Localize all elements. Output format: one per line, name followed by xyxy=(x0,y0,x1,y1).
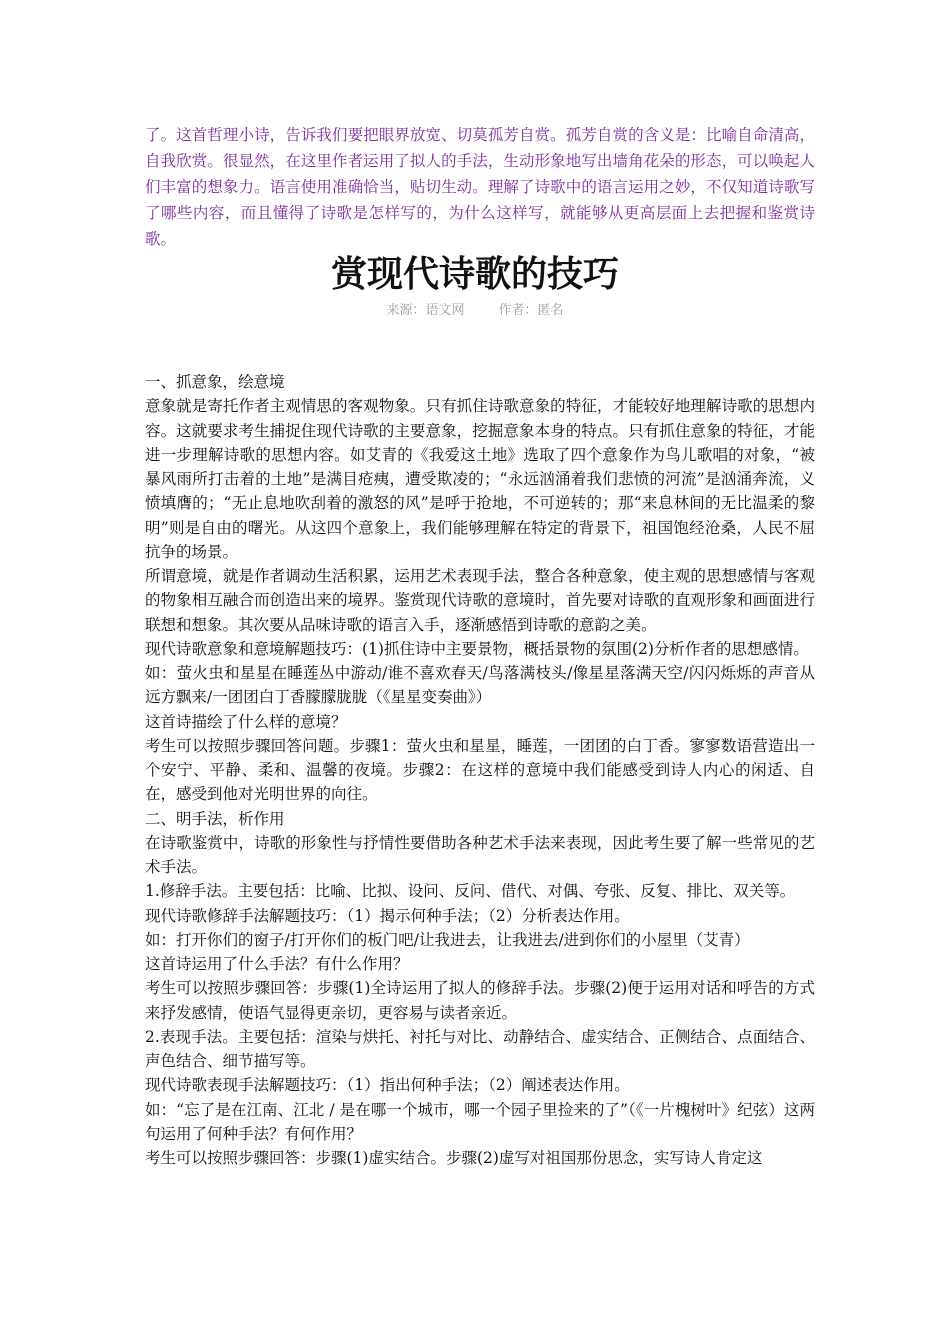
author-label: 作者：匿名 xyxy=(498,303,564,318)
body-paragraph: 1.修辞手法。主要包括：比喻、比拟、设问、反问、借代、对偶、夸张、反复、排比、双关等。 xyxy=(145,882,796,901)
body-paragraph: 如：打开你们的窗子/打开你们的板门吧/让我进去，让我进去/进到你们的小屋里（艾青） xyxy=(145,930,750,949)
body-paragraph: 现代诗歌意象和意境解题技巧：(1)抓住诗中主要景物，概括景物的氛围(2)分析作者的思想感情。 xyxy=(145,639,809,658)
source-author-line xyxy=(0,302,950,320)
article-body xyxy=(145,370,815,1170)
body-paragraph: 意象就是寄托作者主观情思的客观物象。只有抓住诗歌意象的特征，才能较好地理解诗歌的思想内容。这就要求考生捕捉住现代诗歌的主要意象，挖掘意象本身的特点。只有抓住意象的特征，才能进一步理解诗歌的思想内容。如艾青的《我爱这土地》选取了四个意象作为鸟儿歌唱的对象，“被暴风雨所打击着的土地”是满目疮痍，遭受欺凌的；“永远汹涌着我们悲愤的河流”是汹涌奔流，义愤填膺的；“无止息地吹刮着的激怒的风”是呼于抢地，不可逆转的；那“来息林间的无比温柔的黎明”则是自由的曙光。从这四个意象上，我们能够理解在特定的背景下，祖国饱经沧桑，人民不屈抗争的场景。 xyxy=(145,397,815,561)
body-paragraph: 现代诗歌修辞手法解题技巧：（1）揭示何种手法；（2）分析表达作用。 xyxy=(145,906,630,925)
body-paragraph: 在诗歌鉴赏中，诗歌的形象性与抒情性要借助各种艺术手法来表现，因此考生要了解一些常见的艺术手法。 xyxy=(145,833,815,876)
body-paragraph: 考生可以按照步骤回答：步骤(1)虚实结合。步骤(2)虚写对祖国那份思念，实写诗人肯定这 xyxy=(145,1149,763,1167)
document-title: 赏现代诗歌的技巧 xyxy=(330,253,619,295)
body-paragraph: 这首诗运用了什么手法？有什么作用？ xyxy=(145,955,409,973)
section-heading: 一、抓意象，绘意境 xyxy=(145,373,285,391)
body-paragraph: 2.表现手法。主要包括：渲染与烘托、衬托与对比、动静结合、虚实结合、正侧结合、点面结合、声色结合、细节描写等。 xyxy=(145,1027,815,1070)
body-paragraph: 所谓意境，就是作者调动生活积累，运用艺术表现手法，整合各种意象，使主观的思想感情与客观的物象相互融合而创造出来的境界。鉴赏现代诗歌的意境时，首先要对诗歌的直观形象和画面进行联想和想象。其次要从品味诗歌的语言入手，逐渐感悟到诗歌的意韵之美。 xyxy=(145,567,815,634)
body-paragraph: 这首诗描绘了什么样的意境？ xyxy=(145,712,347,731)
body-paragraph: 如：萤火虫和星星在睡莲丛中游动/谁不喜欢春天/鸟落满枝头/像星星落满天空/闪闪烁烁的声音从远方飘来/一团团白丁香朦朦胧胧（《星星变奏曲》） xyxy=(145,664,815,707)
source-label: 来源：语文网 xyxy=(386,303,465,318)
body-paragraph: 如：“忘了是在江南、江北 / 是在哪一个城市，哪一个园子里捡来的了”（《一片槐树叶》纪弦）这两句运用了何种手法？有何作用？ xyxy=(145,1100,815,1143)
intro-paragraph: 了。这首哲理小诗，告诉我们要把眼界放宽、切莫孤芳自赏。孤芳自赏的含义是：比喻自命清高，自我欣赏。很显然，在这里作者运用了拟人的手法，生动形象地写出墙角花朵的形态，可以唤起人们丰富的想象力。语言使用准确恰当，贴切生动。理解了诗歌中的语言运用之妙，不仅知道诗歌写了哪些内容，而且懂得了诗歌是怎样写的，为什么这样写，就能够从更高层面上去把握和鉴赏诗歌。 xyxy=(145,126,815,248)
section-heading: 二、明手法，析作用 xyxy=(145,809,285,828)
body-paragraph: 考生可以按照步骤回答问题。步骤1：萤火虫和星星，睡莲，一团团的白丁香。寥寥数语营造出一个安宁、平静、柔和、温馨的夜境。步骤2：在这样的意境中我们能感受到诗人内心的闲适、自在，感受到他对光明世界的向往。 xyxy=(145,736,815,804)
body-paragraph: 现代诗歌表现手法解题技巧：（1）指出何种手法；（2）阐述表达作用。 xyxy=(145,1076,630,1095)
body-paragraph: 考生可以按照步骤回答：步骤(1)全诗运用了拟人的修辞手法。步骤(2)便于运用对话和呼告的方式来抒发感情，使语气显得更亲切，更容易与读者亲近。 xyxy=(145,979,815,1022)
